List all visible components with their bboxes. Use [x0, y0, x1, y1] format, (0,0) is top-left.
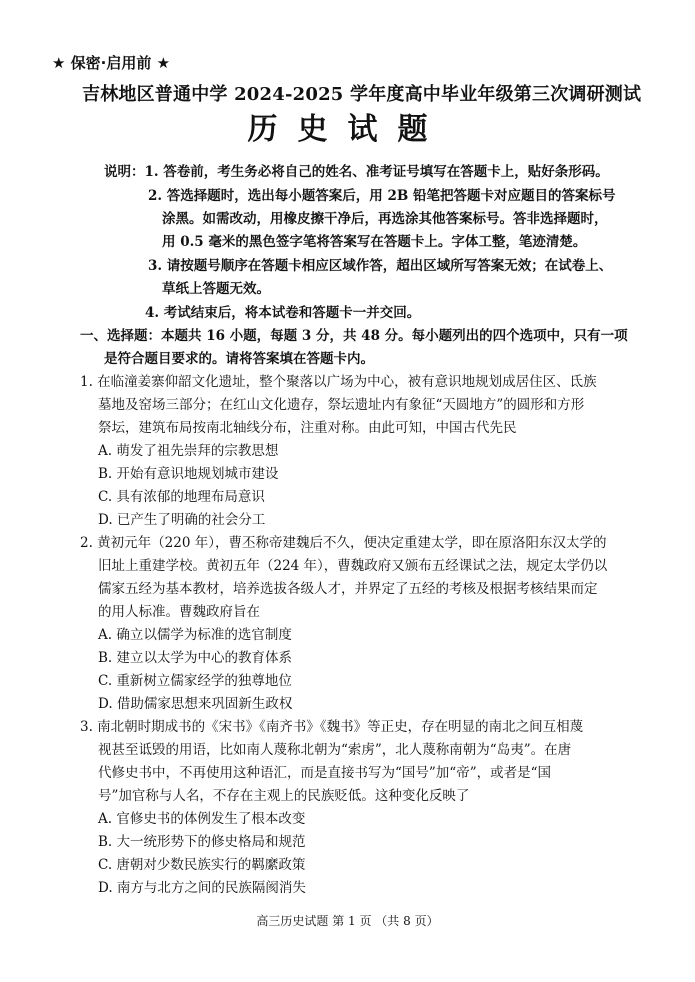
- option-b: B. 大一统形势下的修史格局和规范: [98, 834, 306, 850]
- instruction-line: 草纸上答题无效。: [162, 281, 270, 297]
- question-stem-line: 祭坛，建筑布局按南北轴线分布，注重对称。由此可知，中国古代先民: [98, 420, 517, 436]
- section-line: 是符合题目要求的。请将答案填在答题卡内。: [104, 351, 374, 367]
- option-b: B. 开始有意识地规划城市建设: [98, 466, 279, 482]
- exam-title: 吉林地区普通中学 2024-2025 学年度高中毕业年级第三次调研测试: [82, 84, 642, 105]
- question-stem-line: 1. 在临潼姜寨仰韶文化遗址，整个聚落以广场为中心，被有意识地规划成居住区、氐族: [80, 374, 597, 390]
- option-d: D. 已产生了明确的社会分工: [98, 512, 266, 528]
- option-a: A. 确立以儒学为标准的选官制度: [98, 627, 292, 643]
- question-stem-line: 代修史书中，不再使用这种语汇，而是直接书写为“国号”加“帝”，或者是“国: [98, 765, 552, 781]
- option-d: D. 南方与北方之间的民族隔阂消失: [98, 880, 306, 896]
- question-stem-line: 旧址上重建学校。黄初五年（224 年），曹魏政府又颁布五经课试之法，规定太学仍以: [98, 558, 608, 574]
- instruction-line: 涂黑。如需改动，用橡皮擦干净后，再选涂其他答案标号。答非选择题时，: [162, 211, 608, 227]
- question-stem-line: 2. 黄初元年（220 年），曹丕称帝建魏后不久，便决定重建太学，即在原洛阳东汉太学的: [80, 535, 607, 551]
- question-stem-line: 3. 南北朝时期成书的《宋书》《南齐书》《魏书》等正史，存在明显的南北之间互相蔑: [80, 719, 584, 735]
- option-d: D. 借助儒家思想来巩固新生政权: [98, 696, 293, 712]
- instruction-line: 3. 请按题号顺序在答题卡相应区域作答，超出区域所写答案无效；在试卷上、: [148, 258, 613, 274]
- page-footer: 高三历史试题 第 1 页 （共 8 页）: [256, 914, 439, 928]
- question-stem-line: 儒家五经为基本教材，培养选拔各级人才，并界定了五经的考核及根据考核结果而定: [98, 581, 598, 597]
- option-b: B. 建立以太学为中心的教育体系: [98, 650, 293, 666]
- instruction-line: 4. 考试结束后，将本试卷和答题卡一并交回。: [145, 305, 421, 321]
- section-line: 一、选择题：本题共 16 小题，每题 3 分，共 48 分。每小题列出的四个选项中，只有一项: [80, 328, 628, 344]
- instruction-line: 用 0.5 毫米的黑色签字笔将答案写在答题卡上。字体工整，笔迹清楚。: [162, 234, 587, 250]
- secret-label: ★ 保密·启用前 ★: [52, 54, 171, 72]
- question-stem-line: 视甚至诋毁的用语，比如南人蔑称北朝为“索虏”，北人蔑称南朝为“岛夷”。在唐: [98, 742, 572, 758]
- question-stem-line: 号”加官称与人名，不存在主观上的民族贬低。这种变化反映了: [98, 788, 470, 804]
- question-stem-line: 墓地及窑场三部分；在红山文化遗存，祭坛遗址内有象征“天圆地方”的圆形和方形: [98, 397, 585, 413]
- instruction-line: 说明：1. 答卷前，考生务必将自己的姓名、准考证号填写在答题卡上，贴好条形码。: [104, 164, 609, 180]
- option-c: C. 重新树立儒家经学的独尊地位: [98, 673, 292, 689]
- subject-title: 历史试题: [247, 112, 448, 147]
- option-a: A. 官修史书的体例发生了根本改变: [98, 811, 306, 827]
- option-c: C. 具有浓郁的地理布局意识: [98, 489, 265, 505]
- instruction-line: 2. 答选择题时，选出每小题答案后，用 2B 铅笔把答题卡对应题目的答案标号: [148, 188, 616, 204]
- question-stem-line: 的用人标准。曹魏政府旨在: [98, 604, 260, 620]
- option-c: C. 唐朝对少数民族实行的羁縻政策: [98, 857, 306, 873]
- option-a: A. 萌发了祖先崇拜的宗教思想: [98, 443, 279, 459]
